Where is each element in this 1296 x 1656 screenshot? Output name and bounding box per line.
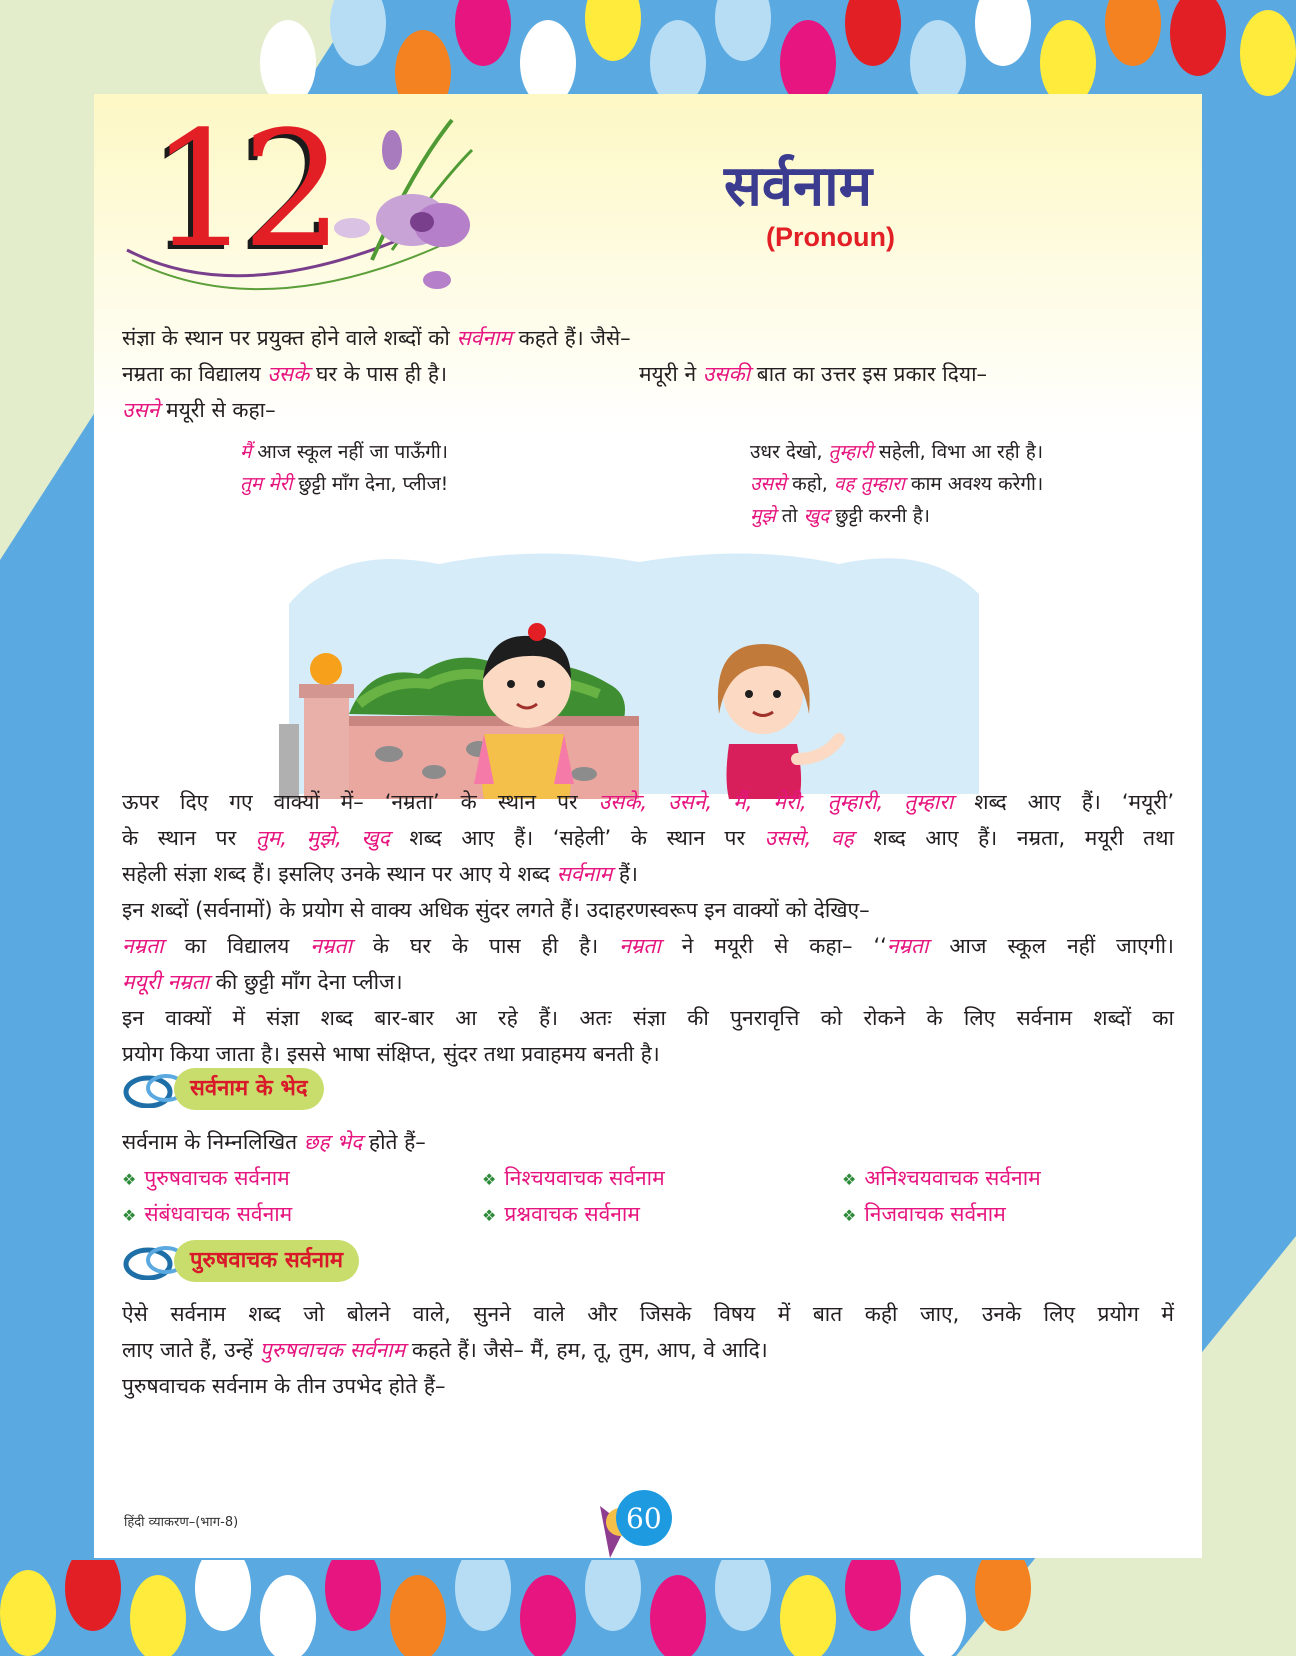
- explanation-line-1: ऊपर दिए गए वाक्यों में– ‘नम्रता’ के स्थान पर उसके, उसने, मैं, मेरी, तुम्हारी, तुम्हारा शब्द आए हैं। ‘मयूरी’: [122, 790, 1174, 814]
- chapter-title-english: (Pronoun): [766, 222, 895, 252]
- section-heading-personal-label: पुरुषवाचक सर्वनाम: [174, 1240, 359, 1282]
- bullet-icon: ❖: [122, 1170, 137, 1189]
- example-right-3: मुझे तो खुद छुट्टी करनी है।: [750, 505, 930, 527]
- personal-line-1: ऐसे सर्वनाम शब्द जो बोलने वाले, सुनने वाले और जिसके विषय में बात कही जाए, उनके लिए प्रयोग में: [122, 1302, 1174, 1326]
- explanation-line-4: इन शब्दों (सर्वनामों) के प्रयोग से वाक्य अधिक सुंदर लगते हैं। उदाहरणस्वरूप इन वाक्यों को देखिए–: [122, 898, 870, 922]
- types-intro: सर्वनाम के निम्नलिखित छह भेद होते हैं–: [122, 1130, 426, 1154]
- page-sheet: [94, 94, 1202, 1558]
- intro-line-3: उसने मयूरी से कहा–: [122, 398, 276, 422]
- intro-line-2b: मयूरी ने उसकी बात का उत्तर इस प्रकार दिया–: [639, 362, 988, 386]
- intro-line-2a: नम्रता का विद्यालय उसके घर के पास ही है।: [122, 362, 448, 386]
- bullet-icon: ❖: [482, 1170, 497, 1189]
- section-heading-types-label: सर्वनाम के भेद: [174, 1068, 324, 1110]
- example-right-2: उससे कहो, वह तुम्हारा काम अवश्य करेगी।: [750, 473, 1044, 495]
- page-number-badge: [596, 1486, 696, 1570]
- type-item-4: ❖ संबंधवाचक सर्वनाम: [122, 1202, 293, 1226]
- girls-talking-illustration: [279, 544, 999, 814]
- explanation-line-6: मयूरी नम्रता की छुट्टी माँग देना प्लीज।: [122, 970, 403, 994]
- bullet-icon: ❖: [842, 1170, 857, 1189]
- section-heading-types: [122, 1068, 422, 1112]
- example-left-2: तुम मेरी छुट्टी माँग देना, प्लीज!: [240, 473, 449, 495]
- section-heading-personal: [122, 1240, 442, 1284]
- type-item-1: ❖ पुरुषवाचक सर्वनाम: [122, 1166, 290, 1190]
- explanation-line-7: इन वाक्यों में संज्ञा शब्द बार-बार आ रहे हैं। अतः संज्ञा की पुनरावृत्ति को रोकने के लिए सर्वनाम शब्दों का: [122, 1006, 1174, 1030]
- personal-line-3: पुरुषवाचक सर्वनाम के तीन उपभेद होते हैं–: [122, 1374, 446, 1398]
- explanation-line-3: सहेली संज्ञा शब्द हैं। इसलिए उनके स्थान पर आए ये शब्द सर्वनाम हैं।: [122, 862, 638, 886]
- type-item-5: ❖ प्रश्नवाचक सर्वनाम: [482, 1202, 640, 1226]
- personal-line-2: लाए जाते हैं, उन्हें पुरुषवाचक सर्वनाम कहते हैं। जैसे– मैं, हम, तू, तुम, आप, वे आदि।: [122, 1338, 768, 1362]
- chapter-title-hindi: सर्वनाम: [724, 154, 873, 219]
- book-title-footer: हिंदी व्याकरण–(भाग-8): [124, 1515, 239, 1530]
- type-item-6: ❖ निजवाचक सर्वनाम: [842, 1202, 1006, 1226]
- type-item-3: ❖ अनिश्चयवाचक सर्वनाम: [842, 1166, 1041, 1190]
- type-item-2: ❖ निश्चयवाचक सर्वनाम: [482, 1166, 665, 1190]
- explanation-line-5: नम्रता का विद्यालय नम्रता के घर के पास ही है। नम्रता ने मयूरी से कहा– ‘‘नम्रता आज स्कूल नहीं जाएगी।: [122, 934, 1175, 958]
- intro-line-1: संज्ञा के स्थान पर प्रयुक्त होने वाले शब्दों को सर्वनाम कहते हैं। जैसे–: [122, 326, 631, 350]
- explanation-line-2: के स्थान पर तुम, मुझे, खुद शब्द आए हैं। ‘सहेली’ के स्थान पर उससे, वह शब्द आए हैं। नम्रता, मयूरी तथा: [122, 826, 1175, 850]
- bullet-icon: ❖: [842, 1206, 857, 1225]
- bullet-icon: ❖: [122, 1206, 137, 1225]
- dots-border-bottom: [0, 1560, 1296, 1656]
- explanation-line-8: प्रयोग किया जाता है। इससे भाषा संक्षिप्त, सुंदर तथा प्रवाहमय बनती है।: [122, 1042, 660, 1066]
- example-left-1: मैं आज स्कूल नहीं जा पाऊँगी।: [240, 441, 448, 463]
- bullet-icon: ❖: [482, 1206, 497, 1225]
- chapter-number: 12: [150, 96, 334, 283]
- page-number: 60: [626, 1502, 662, 1535]
- example-right-1: उधर देखो, तुम्हारी सहेली, विभा आ रही है।: [750, 441, 1044, 463]
